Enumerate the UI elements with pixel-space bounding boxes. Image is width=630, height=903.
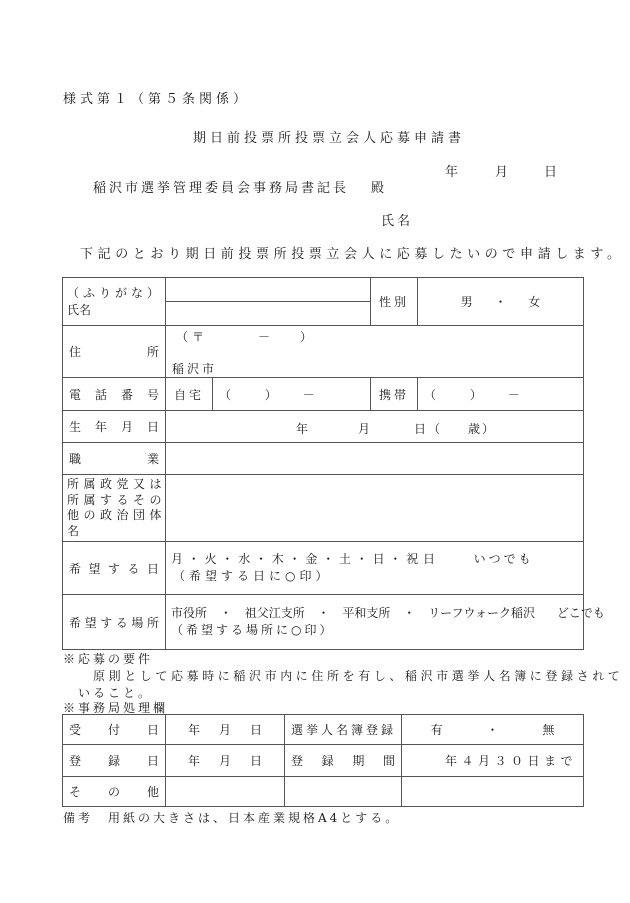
voter-registry-value[interactable] [402, 715, 584, 745]
office-row [63, 715, 584, 745]
mobile-phone-close: ） [469, 387, 482, 402]
postal-prefix: （〒 [176, 330, 209, 344]
desired-place-options-line [171, 605, 605, 622]
gender-select[interactable] [418, 278, 584, 326]
desired-place-option[interactable]: 平和支所 [342, 606, 391, 620]
addressee: 稲沢市選挙管理委員会事務局書記長 [93, 181, 350, 196]
desired-day-hint: （希望する日に○印） [173, 569, 332, 583]
desired-place-separator: ・ [317, 606, 330, 620]
party-label-line: 他の政治団体 [67, 508, 167, 522]
desired-day-select[interactable] [166, 542, 584, 595]
address-input[interactable] [166, 326, 584, 378]
received-date-label: 受 付 日 [63, 715, 166, 745]
occupation-label-part: 業 [146, 452, 159, 466]
mobile-phone-open: （ [424, 387, 437, 402]
name-label [67, 302, 161, 319]
desired-place-option[interactable]: リーフウォーク稲沢 [428, 606, 535, 620]
office-heading: ※事務局処理欄 [63, 701, 169, 715]
furigana-label: （ふりがな） [67, 285, 164, 300]
phone-label-cell [63, 378, 166, 411]
furigana-input[interactable] [166, 278, 371, 302]
address-label-cell [63, 326, 166, 378]
registry-separator: ・ [486, 723, 499, 737]
desired-place-label-cell [63, 595, 166, 650]
postal-dash: － [258, 330, 271, 344]
desired-place-select[interactable] [166, 595, 605, 650]
gender-male-option[interactable]: 男 [460, 295, 473, 309]
occupation-label-cell [63, 443, 166, 475]
footer-note: 備考 用紙の大きさは、日本産業規格A4とする。 [63, 811, 401, 825]
voter-registry-label: 選挙人名簿登録 [285, 715, 402, 745]
birth-age-label: 歳） [468, 422, 497, 436]
home-phone-label: 自宅 [166, 378, 213, 411]
mobile-phone-dash: － [507, 387, 520, 402]
mobile-phone-input[interactable] [418, 378, 584, 411]
birth-input[interactable] [166, 411, 584, 443]
date-month-label: 月 [495, 165, 509, 180]
desired-day-label: 希 望 す る 日 [69, 561, 159, 576]
gender-separator: ・ [494, 295, 507, 309]
name-input[interactable] [166, 302, 371, 326]
date-day-label: 日 [544, 165, 558, 180]
application-table [62, 277, 605, 650]
occupation-label-part: 職 [69, 452, 82, 466]
postal-suffix: ） [300, 330, 313, 344]
birth-day-label: 日（ [414, 422, 443, 436]
honorific: 殿 [371, 181, 385, 196]
requirements-line-1: 原則として応募時に稲沢市内に住所を有し、稲沢市選挙人名簿に登録されて [93, 669, 624, 683]
registration-date-label: 登 録 日 [63, 745, 166, 777]
requirements-heading: ※応募の要件 [63, 652, 154, 666]
desired-place-hint: （希望する場所に○印） [171, 623, 335, 637]
occupation-input[interactable] [166, 443, 584, 475]
requirements-line-2: いること。 [78, 686, 154, 700]
birth-label: 生 年 月 日 [69, 420, 159, 434]
gender-female-option[interactable]: 女 [528, 295, 541, 309]
applicant-name-label: 氏名 [381, 214, 414, 229]
name-label-cell [63, 278, 166, 326]
desired-place-separator: ・ [219, 606, 232, 620]
form-number: 様式第１（第５条関係） [63, 92, 251, 107]
name-label-part: 氏 [67, 302, 80, 317]
desired-place-option[interactable]: 市役所 [171, 606, 208, 620]
registration-date-value[interactable]: 年 月 日 [166, 745, 285, 777]
registry-no[interactable]: 無 [542, 723, 555, 737]
party-input[interactable] [166, 475, 584, 542]
date-year-label: 年 [445, 165, 459, 180]
phone-label: 電 話 番 号 [69, 387, 159, 402]
home-phone-open: （ [219, 387, 232, 402]
home-phone-input[interactable] [213, 378, 371, 411]
home-phone-close: ） [264, 387, 277, 402]
desired-place-anywhere[interactable]: どこでも [556, 606, 605, 620]
party-label-cell [63, 475, 166, 542]
other-label: そ の 他 [63, 777, 166, 807]
desired-day-label-cell [63, 542, 166, 595]
registration-period-value[interactable]: 年４月３０日まで [402, 745, 584, 777]
other-value-2[interactable] [285, 777, 402, 807]
name-label-part: 名 [79, 302, 92, 317]
birth-year-label: 年 [296, 422, 309, 436]
address-label-part: 所 [146, 345, 159, 359]
office-row [63, 777, 584, 807]
home-phone-dash: － [302, 387, 315, 402]
party-label-line: 所属政党又は [67, 477, 167, 491]
gender-label: 性別 [371, 278, 418, 326]
application-statement: 下記のとおり期日前投票所投票立会人に応募したいので申請します。 [80, 247, 625, 262]
desired-day-options-line [171, 551, 577, 568]
received-date-value[interactable]: 年 月 日 [166, 715, 285, 745]
desired-day-anytime[interactable]: いつでも [473, 552, 534, 566]
form-title: 期日前投票所投票立会人応募申請書 [193, 131, 466, 146]
registry-yes[interactable]: 有 [430, 723, 443, 737]
birth-month-label: 月 [358, 422, 371, 436]
city-prefix: 稲沢市 [172, 362, 218, 376]
mobile-phone-label: 携帯 [371, 378, 418, 411]
address-label-part: 住 [69, 345, 82, 359]
desired-place-label: 希 望 す る 場 所 [69, 615, 159, 630]
other-value-1[interactable] [166, 777, 285, 807]
other-value-3[interactable] [402, 777, 584, 807]
registration-period-label: 登 録 期 間 [285, 745, 402, 777]
desired-place-option[interactable]: 祖父江支所 [244, 606, 305, 620]
party-label-line: 所属するその [67, 492, 167, 507]
desired-place-separator: ・ [403, 606, 416, 620]
desired-day-options[interactable]: 月・火・水・木・金・土・日・祝日 [171, 552, 440, 566]
party-label-line: 名 [67, 523, 84, 538]
birth-label-cell [63, 411, 166, 443]
office-row [63, 745, 584, 777]
office-table [62, 714, 584, 807]
